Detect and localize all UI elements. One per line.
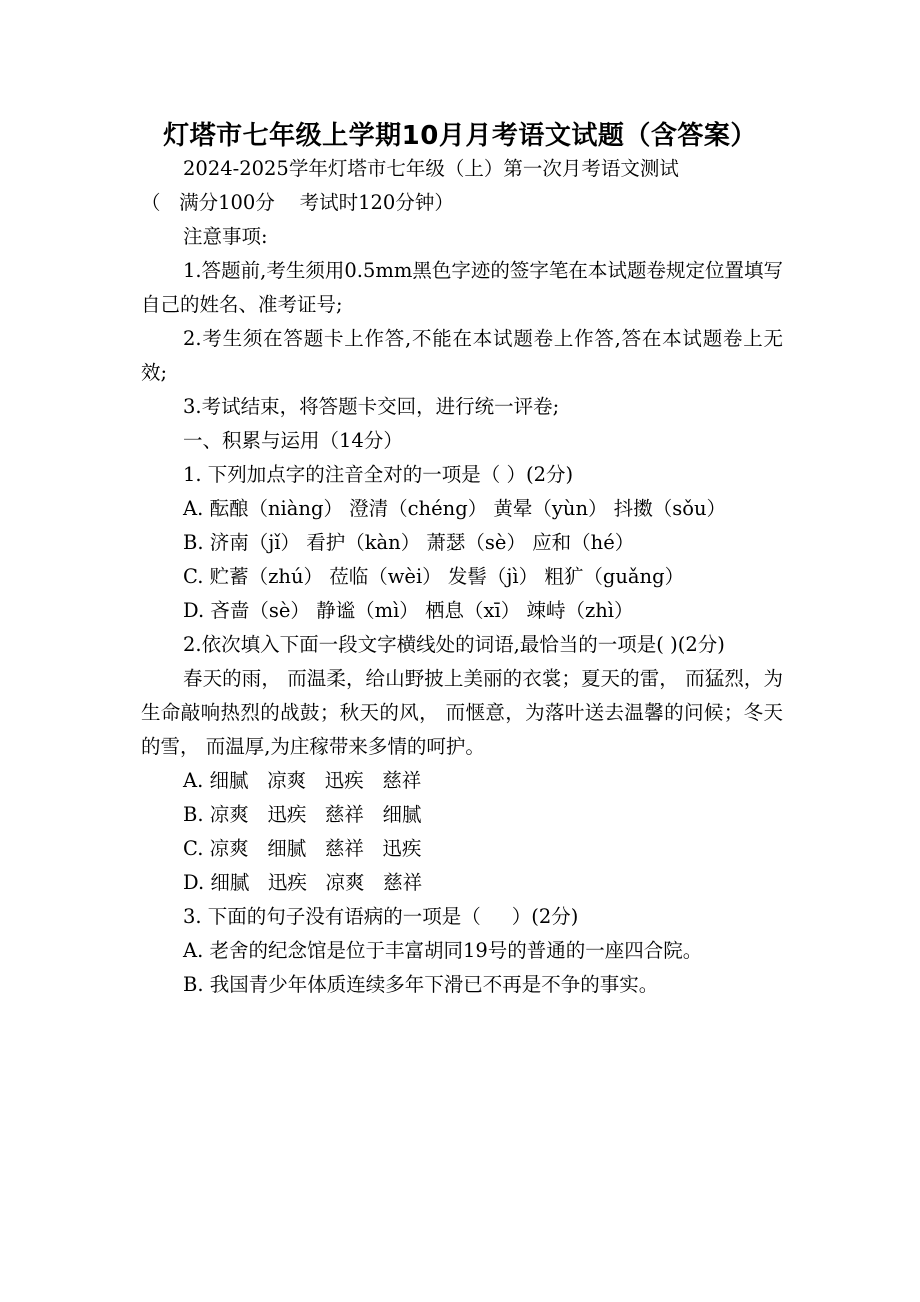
question-1-option-a: A. 酝酿（niàng） 澄清（chéng） 黄晕（yùn） 抖擞（sǒu）	[183, 497, 727, 520]
question-1-option-d: D. 吝啬（sè） 静谧（mì） 栖息（xī） 竦峙（zhì）	[183, 599, 634, 622]
document-title: 灯塔市七年级上学期10月月考语文试题（含答案）	[163, 121, 757, 151]
question-3-option-a: A. 老舍的纪念馆是位于丰富胡同19号的普通的一座四合院。	[183, 939, 703, 962]
section-heading: 一、积累与运用（14分）	[183, 429, 403, 452]
question-2-passage: 春天的雨， 而温柔，给山野披上美丽的衣裳；夏天的雷， 而猛烈，为生命敲响热烈的战鼓；秋天的风， 而惬意，为落叶送去温馨的问候；冬天的雪， 而温厚,为庄稼带来多情的呵护。	[141, 667, 783, 758]
subtitle: 2024-2025学年灯塔市七年级（上）第一次月考语文测试	[183, 157, 679, 180]
question-3-stem: 3. 下面的句子没有语病的一项是（ ）(2分)	[183, 905, 579, 928]
notice-heading: 注意事项:	[183, 225, 268, 248]
score-line: （ 满分100分 考试时120分钟）	[141, 191, 454, 214]
question-2-stem: 2.依次填入下面一段文字横线处的词语,最恰当的一项是( )(2分)	[183, 633, 725, 656]
question-2-option-d: D. 细腻 迅疾 凉爽 慈祥	[183, 871, 423, 894]
notice-item: 1.答题前,考生须用0.5mm黑色字迹的签字笔在本试题卷规定位置填写自己的姓名、准考证号;	[141, 259, 783, 316]
question-2-option-a: A. 细腻 凉爽 迅疾 慈祥	[183, 769, 422, 792]
notice-item: 2.考生须在答题卡上作答,不能在本试题卷上作答,答在本试题卷上无效;	[141, 327, 783, 384]
notice-item: 3.考试结束，将答题卡交回，进行统一评卷;	[183, 395, 560, 418]
question-3-option-b: B. 我国青少年体质连续多年下滑已不再是不争的事实。	[183, 973, 659, 996]
question-2-option-b: B. 凉爽 迅疾 慈祥 细腻	[183, 803, 422, 826]
question-1-option-b: B. 济南（jǐ） 看护（kàn） 萧瑟（sè） 应和（hé）	[183, 531, 635, 554]
question-1-stem: 1. 下列加点字的注音全对的一项是（ ）(2分)	[183, 463, 574, 486]
question-1-option-c: C. 贮蓄（zhú） 莅临（wèi） 发髻（jì） 粗犷（guǎng）	[183, 565, 685, 588]
question-2-option-c: C. 凉爽 细腻 慈祥 迅疾	[183, 837, 422, 860]
document-body	[141, 152, 783, 1002]
